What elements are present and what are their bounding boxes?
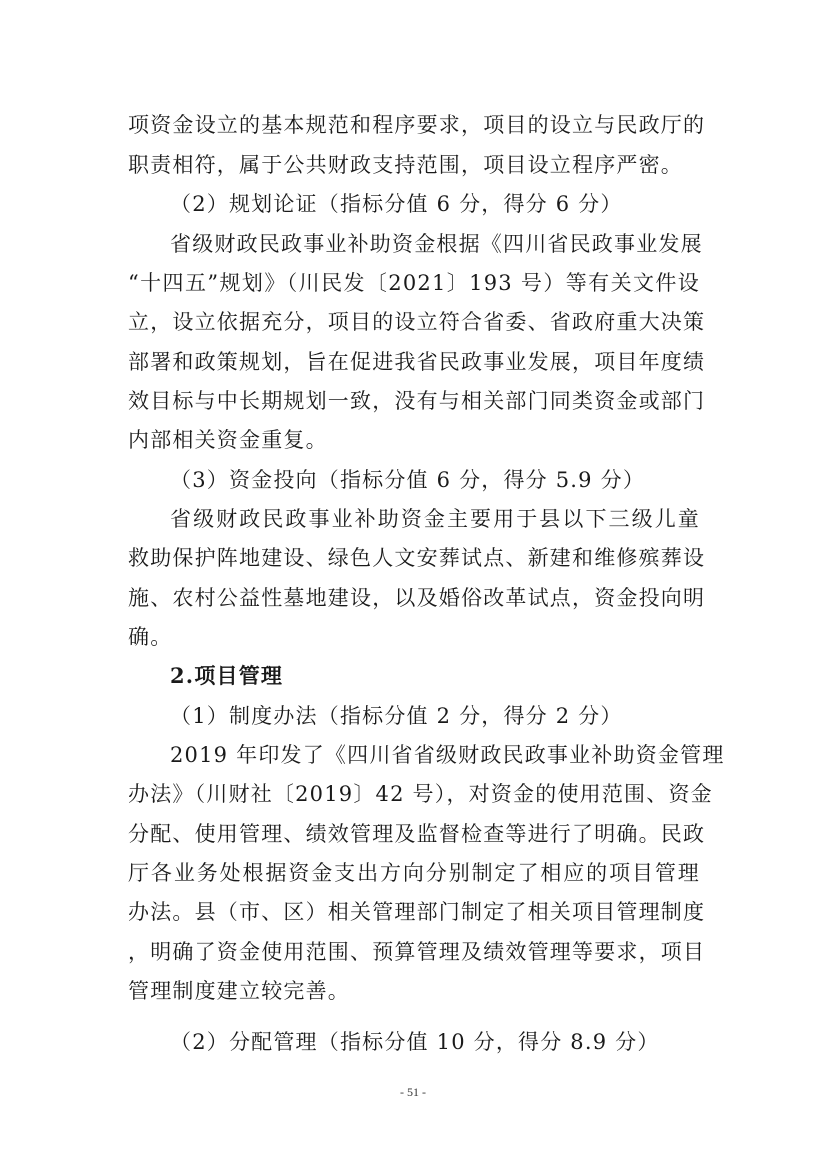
subheading: （1）制度办法（指标分值 2 分，得分 2 分） [170,704,623,728]
body-line: 办法》（川财社〔2019〕42 号），对资金的使用范围、资金 [128,782,713,806]
body-line: 立，设立依据充分，项目的设立符合省委、省政府重大决策 [128,310,706,334]
body-line: 确。 [128,625,173,649]
subheading: （3）资金投向（指标分值 6 分，得分 5.9 分） [170,468,646,492]
body-line: 内部相关资金重复。 [128,428,328,452]
body-line: 分配、使用管理、绩效管理及监督检查等进行了明确。民政 [128,822,706,846]
body-line: “十四五”规划》（川民发〔2021〕193 号）等有关文件设 [128,271,700,295]
body-line: 厅各业务处根据资金支出方向分别制定了相应的项目管理 [128,861,700,885]
body-line: 效目标与中长期规划一致，没有与相关部门同类资金或部门 [128,389,706,413]
section-heading: 2.项目管理 [170,663,284,688]
body-line: 省级财政民政事业补助资金主要用于县以下三级儿童 [170,507,700,531]
body-line: 部署和政策规划，旨在促进我省民政事业发展，项目年度绩 [128,350,706,374]
body-line: ，明确了资金使用范围、预算管理及绩效管理等要求，项目 [128,940,706,964]
body-line: 管理制度建立较完善。 [128,979,350,1003]
subheading: （2）规划论证（指标分值 6 分，得分 6 分） [170,192,623,216]
body-line: 省级财政民政事业补助资金根据《四川省民政事业发展 [170,232,703,256]
body-line: 办法。县（市、区）相关管理部门制定了相关项目管理制度 [128,900,706,924]
page-number: - 51 - [400,1085,426,1099]
body-line: 项资金设立的基本规范和程序要求，项目的设立与民政厅的 [128,113,706,137]
body-line: 职责相符，属于公共财政支持范围，项目设立程序严密。 [128,153,683,177]
subheading: （2）分配管理（指标分值 10 分，得分 8.9 分） [170,1030,660,1054]
body-line: 救助保护阵地建设、绿色人文安葬试点、新建和维修殡葬设 [128,546,706,570]
body-line: 施、农村公益性墓地建设，以及婚俗改革试点，资金投向明 [128,586,706,610]
body-line: 2019 年印发了《四川省省级财政民政事业补助资金管理 [170,743,725,767]
